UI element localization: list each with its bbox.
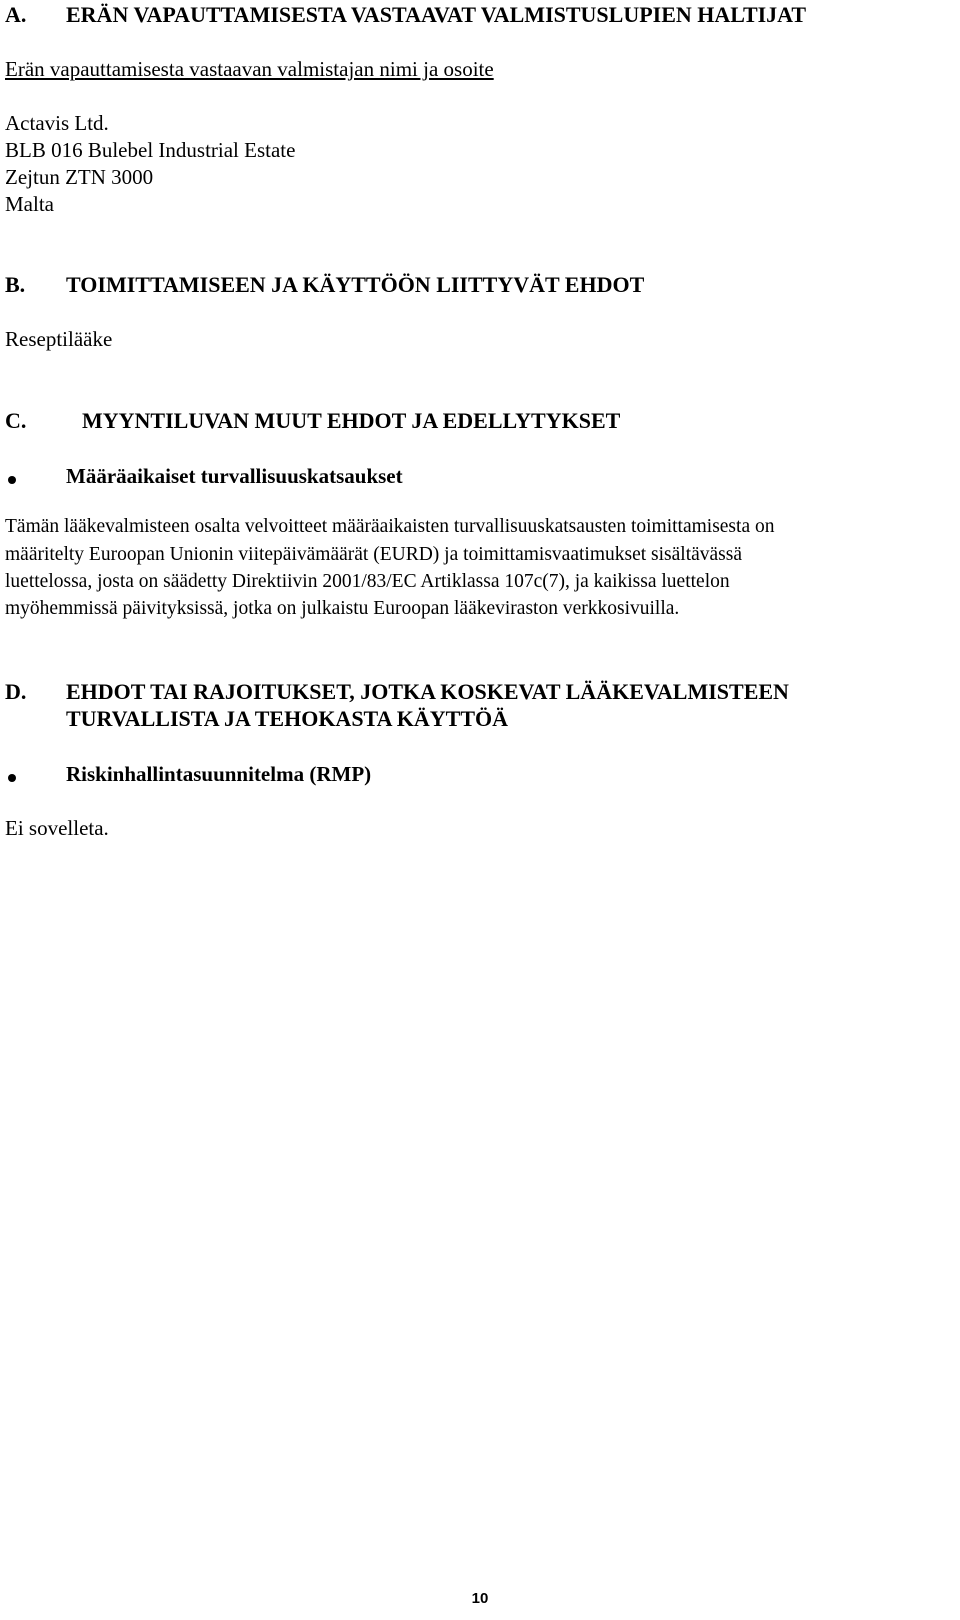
section-d-title-line1: EHDOT TAI RAJOITUKSET, JOTKA KOSKEVAT LÄÄKEVALMISTEEN bbox=[66, 679, 789, 704]
address-line-company: Actavis Ltd. bbox=[5, 111, 109, 135]
section-c-bullet-text: Määräaikaiset turvallisuuskatsaukset bbox=[66, 464, 403, 488]
section-d-text: Ei sovelleta. bbox=[5, 816, 109, 840]
section-b-title: TOIMITTAMISEEN JA KÄYTTÖÖN LIITTYVÄT EHDOT bbox=[66, 272, 645, 297]
section-a-title: ERÄN VAPAUTTAMISESTA VASTAAVAT VALMISTUSLUPIEN HALTIJAT bbox=[66, 2, 807, 27]
section-a-letter: A. bbox=[5, 2, 27, 27]
address-line-country: Malta bbox=[5, 192, 54, 216]
page-number: 10 bbox=[471, 1590, 489, 1607]
section-d-bullet-text: Riskinhallintasuunnitelma (RMP) bbox=[66, 762, 372, 786]
section-b-text: Reseptilääke bbox=[5, 327, 113, 351]
section-c-letter: C. bbox=[5, 408, 27, 433]
section-a-subheading: Erän vapauttamisesta vastaavan valmistajan nimi ja osoite bbox=[5, 57, 494, 81]
section-c-paragraph-line: luettelossa, josta on säädetty Direktiivin 2001/83/EC Artiklassa 107c(7), ja kaikissa luettelon bbox=[5, 571, 730, 592]
section-b-letter: B. bbox=[5, 272, 26, 297]
section-d-title-line2: TURVALLISTA JA TEHOKASTA KÄYTTÖÄ bbox=[66, 706, 509, 731]
bullet-marker bbox=[8, 476, 16, 484]
address-line-city: Zejtun ZTN 3000 bbox=[5, 165, 154, 189]
section-c-paragraph-line: määritelty Euroopan Unionin viitepäivämäärät (EURD) ja toimittamisvaatimukset sisältävässä bbox=[5, 544, 743, 565]
section-c-paragraph-line: myöhemmissä päivityksissä, jotka on julkaistu Euroopan lääkeviraston verkkosivuilla. bbox=[5, 598, 680, 619]
bullet-marker bbox=[8, 774, 16, 782]
section-c-paragraph-line: Tämän lääkevalmisteen osalta velvoitteet määräaikaisten turvallisuuskatsausten toimittamisesta on bbox=[5, 516, 775, 537]
section-d-letter: D. bbox=[5, 679, 27, 704]
section-c-title: MYYNTILUVAN MUUT EHDOT JA EDELLYTYKSET bbox=[82, 408, 621, 433]
address-line-street: BLB 016 Bulebel Industrial Estate bbox=[5, 138, 296, 162]
